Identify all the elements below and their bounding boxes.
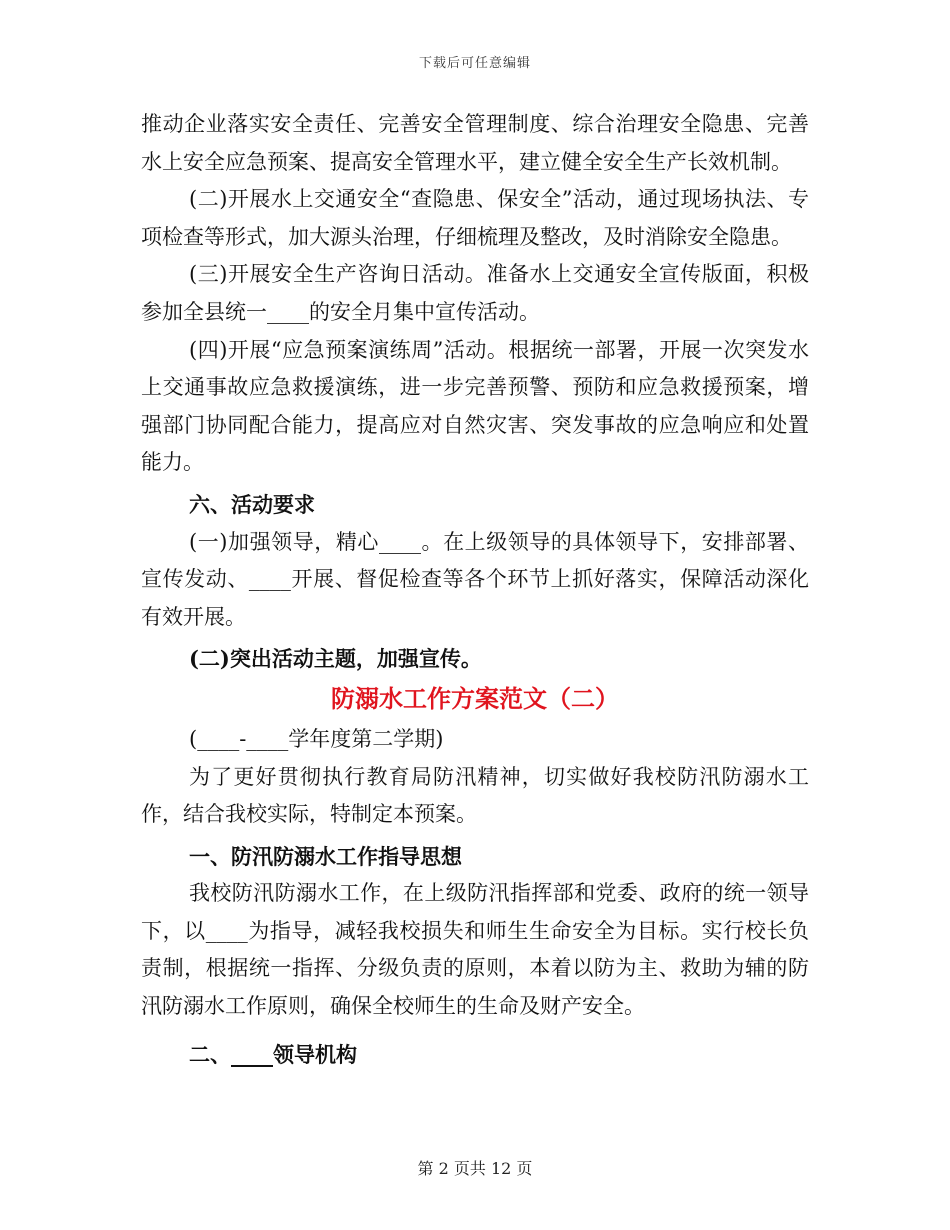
page-footer: 第 2 页共 12 页 bbox=[417, 1159, 533, 1178]
school-term: (____-____学年度第二学期) bbox=[189, 726, 444, 751]
document-body bbox=[141, 106, 809, 1073]
paragraph-continuation: 推动企业落实安全责任、完善安全管理制度、综合治理安全隐患、完善水上安全应急预案、提高安全管理水平，建立健全安全生产长效机制。 bbox=[141, 112, 809, 174]
page-header: 下载后可任意编辑 bbox=[418, 56, 531, 71]
intro-paragraph: 为了更好贯彻执行教育局防汛精神，切实做好我校防汛防溺水工作，结合我校实际，特制定本预案。 bbox=[141, 764, 809, 827]
paragraph-item-3: (三)开展安全生产咨询日活动。准备水上交通安全宣传版面，积极参加全县统一____的安全月集中宣传活动。 bbox=[141, 262, 809, 324]
paragraph-requirement-2: (二)突出活动主题，加强宣传。 bbox=[189, 646, 482, 672]
paragraph-item-4: (四)开展“应急预案演练周”活动。根据统一部署，开展一次突发水上交通事故应急救援演练，进一步完善预警、预防和应急救援预案，增强部门协同配合能力，提高应对自然灾害、突发事故的应急响应和处置能力。 bbox=[141, 337, 809, 475]
paragraph-requirement-1: (一)加强领导，精心____。在上级领导的具体领导下，安排部署、宣传发动、____开展、督促检查等各个环节上抓好落实，保障活动深化有效开展。 bbox=[141, 529, 809, 629]
section-heading-organization: 二、____领导机构 bbox=[189, 1041, 357, 1067]
document-title: 防溺水工作方案范文（二） bbox=[331, 683, 619, 713]
section-heading-requirements: 六、活动要求 bbox=[189, 491, 315, 517]
section-heading-guidance: 一、防汛防溺水工作指导思想 bbox=[189, 843, 462, 869]
guidance-paragraph: 我校防汛防溺水工作，在上级防汛指挥部和党委、政府的统一领导下，以____为指导，减轻我校损失和师生生命安全为目标。实行校长负责制，根据统一指挥、分级负责的原则，本着以防为主、救助为辅的防汛防溺水工作原则，确保全校师生的生命及财产安全。 bbox=[141, 881, 809, 1019]
paragraph-item-2: (二)开展水上交通安全“查隐患、保安全”活动，通过现场执法、专项检查等形式，加大源头治理，仔细梳理及整改，及时消除安全隐患。 bbox=[141, 187, 809, 249]
